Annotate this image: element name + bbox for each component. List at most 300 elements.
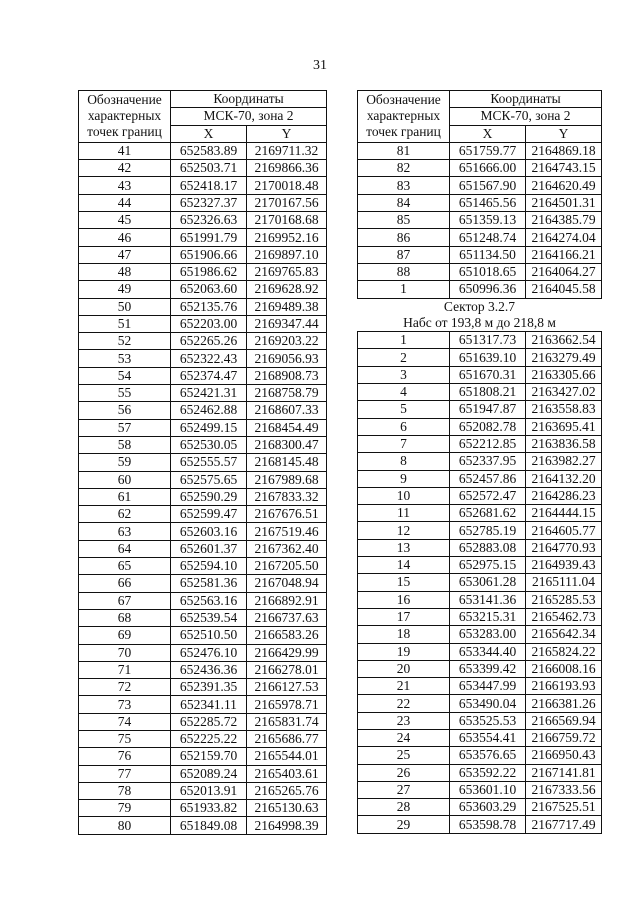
y-coordinate-cell: 2166737.63 xyxy=(247,609,327,626)
point-number-cell: 10 xyxy=(358,487,450,504)
point-number-cell: 23 xyxy=(358,712,450,729)
y-coordinate-cell: 2166278.01 xyxy=(247,661,327,678)
point-number-cell: 47 xyxy=(79,246,171,263)
x-coordinate-cell: 651808.21 xyxy=(450,384,526,401)
point-number-cell: 6 xyxy=(358,418,450,435)
y-coordinate-cell: 2167205.50 xyxy=(247,558,327,575)
table-row xyxy=(79,800,327,817)
x-coordinate-cell: 652555.57 xyxy=(171,454,247,471)
point-number-cell: 1 xyxy=(358,281,450,298)
point-number-cell: 77 xyxy=(79,765,171,782)
right-table-body-top xyxy=(358,142,602,298)
x-coordinate-cell: 651947.87 xyxy=(450,401,526,418)
y-coordinate-cell: 2164998.39 xyxy=(247,817,327,834)
x-coordinate-cell: 651670.31 xyxy=(450,366,526,383)
table-row xyxy=(358,660,602,677)
coordinates-header: Координаты xyxy=(171,91,327,108)
point-number-cell: 49 xyxy=(79,281,171,298)
x-coordinate-cell: 653283.00 xyxy=(450,626,526,643)
table-row xyxy=(358,678,602,695)
x-coordinate-cell: 652013.91 xyxy=(171,782,247,799)
table-row xyxy=(79,298,327,315)
table-row xyxy=(358,505,602,522)
point-number-cell: 79 xyxy=(79,800,171,817)
coordinate-system-header: МСК-70, зона 2 xyxy=(450,108,602,125)
x-column-header: X xyxy=(450,125,526,142)
table-row xyxy=(79,160,327,177)
point-number-cell: 65 xyxy=(79,558,171,575)
table-row xyxy=(358,160,602,177)
y-coordinate-cell: 2168607.33 xyxy=(247,402,327,419)
point-number-cell: 13 xyxy=(358,539,450,556)
x-coordinate-cell: 651933.82 xyxy=(171,800,247,817)
point-number-cell: 59 xyxy=(79,454,171,471)
y-coordinate-cell: 2166008.16 xyxy=(526,660,602,677)
table-row xyxy=(79,782,327,799)
y-coordinate-cell: 2165824.22 xyxy=(526,643,602,660)
y-coordinate-cell: 2166569.94 xyxy=(526,712,602,729)
point-number-cell: 17 xyxy=(358,608,450,625)
point-number-cell: 1 xyxy=(358,332,450,349)
y-coordinate-cell: 2169347.44 xyxy=(247,315,327,332)
y-coordinate-cell: 2165831.74 xyxy=(247,713,327,730)
table-row xyxy=(79,333,327,350)
y-coordinate-cell: 2169952.16 xyxy=(247,229,327,246)
x-coordinate-cell: 652082.78 xyxy=(450,418,526,435)
point-number-cell: 63 xyxy=(79,523,171,540)
point-number-cell: 61 xyxy=(79,488,171,505)
table-row xyxy=(79,696,327,713)
x-coordinate-cell: 652462.88 xyxy=(171,402,247,419)
table-row xyxy=(358,764,602,781)
table-row xyxy=(79,730,327,747)
point-number-cell: 21 xyxy=(358,678,450,695)
point-number-cell: 54 xyxy=(79,367,171,384)
table-row xyxy=(358,747,602,764)
point-number-cell: 9 xyxy=(358,470,450,487)
table-row xyxy=(79,713,327,730)
point-number-cell: 44 xyxy=(79,194,171,211)
x-coordinate-cell: 651359.13 xyxy=(450,212,526,229)
point-number-cell: 29 xyxy=(358,816,450,833)
point-number-cell: 83 xyxy=(358,177,450,194)
y-coordinate-cell: 2164770.93 xyxy=(526,539,602,556)
table-row xyxy=(79,281,327,298)
y-coordinate-cell: 2165265.76 xyxy=(247,782,327,799)
table-row xyxy=(79,471,327,488)
y-coordinate-cell: 2163982.27 xyxy=(526,453,602,470)
x-coordinate-cell: 652327.37 xyxy=(171,194,247,211)
x-coordinate-cell: 652089.24 xyxy=(171,765,247,782)
coordinates-header: Координаты xyxy=(450,91,602,108)
x-coordinate-cell: 652581.36 xyxy=(171,575,247,592)
x-coordinate-cell: 652421.31 xyxy=(171,385,247,402)
y-coordinate-cell: 2167676.51 xyxy=(247,506,327,523)
x-coordinate-cell: 652603.16 xyxy=(171,523,247,540)
y-coordinate-cell: 2163427.02 xyxy=(526,384,602,401)
point-number-cell: 14 xyxy=(358,557,450,574)
x-coordinate-cell: 652785.19 xyxy=(450,522,526,539)
point-number-cell: 81 xyxy=(358,142,450,159)
table-row xyxy=(358,177,602,194)
y-coordinate-cell: 2165642.34 xyxy=(526,626,602,643)
table-row xyxy=(79,540,327,557)
x-coordinate-cell: 652599.47 xyxy=(171,506,247,523)
point-number-cell: 76 xyxy=(79,748,171,765)
x-coordinate-cell: 651759.77 xyxy=(450,142,526,159)
table-row xyxy=(79,402,327,419)
designation-header: Обозначение характерных точек границ xyxy=(79,91,171,143)
y-coordinate-cell: 2167717.49 xyxy=(526,816,602,833)
designation-header: Обозначение характерных точек границ xyxy=(358,91,450,143)
table-row xyxy=(358,626,602,643)
x-coordinate-cell: 652436.36 xyxy=(171,661,247,678)
x-coordinate-cell: 653554.41 xyxy=(450,729,526,746)
x-coordinate-cell: 652265.26 xyxy=(171,333,247,350)
y-coordinate-cell: 2167525.51 xyxy=(526,799,602,816)
point-number-cell: 57 xyxy=(79,419,171,436)
x-coordinate-cell: 652063.60 xyxy=(171,281,247,298)
point-number-cell: 85 xyxy=(358,212,450,229)
table-row xyxy=(79,748,327,765)
point-number-cell: 43 xyxy=(79,177,171,194)
table-row xyxy=(79,436,327,453)
table-row xyxy=(79,350,327,367)
point-number-cell: 18 xyxy=(358,626,450,643)
y-coordinate-cell: 2164444.15 xyxy=(526,505,602,522)
point-number-cell: 68 xyxy=(79,609,171,626)
x-coordinate-cell: 653344.40 xyxy=(450,643,526,660)
y-coordinate-cell: 2164501.31 xyxy=(526,194,602,211)
y-coordinate-cell: 2169628.92 xyxy=(247,281,327,298)
table-row xyxy=(358,401,602,418)
point-number-cell: 19 xyxy=(358,643,450,660)
coordinates-table-right xyxy=(357,90,602,834)
y-coordinate-cell: 2168145.48 xyxy=(247,454,327,471)
table-row xyxy=(358,263,602,280)
table-row xyxy=(79,488,327,505)
x-coordinate-cell: 652457.86 xyxy=(450,470,526,487)
table-row xyxy=(358,349,602,366)
point-number-cell: 7 xyxy=(358,435,450,452)
y-coordinate-cell: 2166193.93 xyxy=(526,678,602,695)
y-coordinate-cell: 2164274.04 xyxy=(526,229,602,246)
coordinates-table-left xyxy=(78,90,327,835)
point-number-cell: 42 xyxy=(79,160,171,177)
x-coordinate-cell: 653525.53 xyxy=(450,712,526,729)
point-number-cell: 72 xyxy=(79,679,171,696)
table-row xyxy=(79,765,327,782)
y-coordinate-cell: 2164045.58 xyxy=(526,281,602,298)
table-row xyxy=(358,643,602,660)
point-number-cell: 24 xyxy=(358,729,450,746)
y-coordinate-cell: 2166583.26 xyxy=(247,627,327,644)
y-coordinate-cell: 2165403.61 xyxy=(247,765,327,782)
x-coordinate-cell: 652337.95 xyxy=(450,453,526,470)
point-number-cell: 26 xyxy=(358,764,450,781)
coordinate-system-header: МСК-70, зона 2 xyxy=(171,108,327,125)
table-row xyxy=(79,661,327,678)
table-row xyxy=(358,799,602,816)
x-column-header: X xyxy=(171,125,247,142)
y-coordinate-cell: 2163279.49 xyxy=(526,349,602,366)
y-coordinate-cell: 2166892.91 xyxy=(247,592,327,609)
x-coordinate-cell: 653598.78 xyxy=(450,816,526,833)
y-coordinate-cell: 2164132.20 xyxy=(526,470,602,487)
table-row xyxy=(79,419,327,436)
point-number-cell: 41 xyxy=(79,142,171,159)
y-coordinate-cell: 2169489.38 xyxy=(247,298,327,315)
point-number-cell: 60 xyxy=(79,471,171,488)
point-number-cell: 8 xyxy=(358,453,450,470)
point-number-cell: 25 xyxy=(358,747,450,764)
x-coordinate-cell: 651906.66 xyxy=(171,246,247,263)
point-number-cell: 46 xyxy=(79,229,171,246)
y-coordinate-cell: 2170167.56 xyxy=(247,194,327,211)
x-coordinate-cell: 652225.22 xyxy=(171,730,247,747)
table-row xyxy=(79,194,327,211)
point-number-cell: 66 xyxy=(79,575,171,592)
point-number-cell: 12 xyxy=(358,522,450,539)
point-number-cell: 69 xyxy=(79,627,171,644)
table-row xyxy=(358,435,602,452)
table-row xyxy=(79,315,327,332)
y-coordinate-cell: 2166429.99 xyxy=(247,644,327,661)
x-coordinate-cell: 650996.36 xyxy=(450,281,526,298)
point-number-cell: 56 xyxy=(79,402,171,419)
y-coordinate-cell: 2166759.72 xyxy=(526,729,602,746)
table-row xyxy=(358,229,602,246)
point-number-cell: 22 xyxy=(358,695,450,712)
sector-subtitle: Набс от 193,8 м до 218,8 м xyxy=(403,315,556,330)
x-coordinate-cell: 653447.99 xyxy=(450,678,526,695)
y-coordinate-cell: 2166381.26 xyxy=(526,695,602,712)
point-number-cell: 58 xyxy=(79,436,171,453)
table-row xyxy=(79,454,327,471)
point-number-cell: 20 xyxy=(358,660,450,677)
y-column-header: Y xyxy=(526,125,602,142)
x-coordinate-cell: 653399.42 xyxy=(450,660,526,677)
table-row xyxy=(358,729,602,746)
sector-title: Сектор 3.2.7 xyxy=(443,298,516,314)
y-coordinate-cell: 2167048.94 xyxy=(247,575,327,592)
table-row xyxy=(79,263,327,280)
point-number-cell: 53 xyxy=(79,350,171,367)
x-coordinate-cell: 652212.85 xyxy=(450,435,526,452)
table-row xyxy=(358,522,602,539)
x-coordinate-cell: 652583.89 xyxy=(171,142,247,159)
table-row xyxy=(358,194,602,211)
table-row xyxy=(358,470,602,487)
point-number-cell: 4 xyxy=(358,384,450,401)
point-number-cell: 48 xyxy=(79,263,171,280)
x-coordinate-cell: 652503.71 xyxy=(171,160,247,177)
point-number-cell: 80 xyxy=(79,817,171,834)
x-coordinate-cell: 651248.74 xyxy=(450,229,526,246)
y-coordinate-cell: 2164286.23 xyxy=(526,487,602,504)
y-coordinate-cell: 2165462.73 xyxy=(526,608,602,625)
point-number-cell: 2 xyxy=(358,349,450,366)
y-coordinate-cell: 2164620.49 xyxy=(526,177,602,194)
y-coordinate-cell: 2169711.32 xyxy=(247,142,327,159)
table-row xyxy=(358,695,602,712)
point-number-cell: 82 xyxy=(358,160,450,177)
y-coordinate-cell: 2165130.63 xyxy=(247,800,327,817)
table-row xyxy=(79,212,327,229)
point-number-cell: 28 xyxy=(358,799,450,816)
table-row xyxy=(79,523,327,540)
point-number-cell: 67 xyxy=(79,592,171,609)
x-coordinate-cell: 651666.00 xyxy=(450,160,526,177)
y-coordinate-cell: 2164743.15 xyxy=(526,160,602,177)
table-row xyxy=(79,609,327,626)
sector-heading xyxy=(358,298,602,332)
table-row xyxy=(358,539,602,556)
point-number-cell: 73 xyxy=(79,696,171,713)
y-coordinate-cell: 2169866.36 xyxy=(247,160,327,177)
table-row xyxy=(79,229,327,246)
x-coordinate-cell: 652374.47 xyxy=(171,367,247,384)
x-coordinate-cell: 651567.90 xyxy=(450,177,526,194)
y-coordinate-cell: 2167333.56 xyxy=(526,781,602,798)
x-coordinate-cell: 652563.16 xyxy=(171,592,247,609)
point-number-cell: 64 xyxy=(79,540,171,557)
point-number-cell: 50 xyxy=(79,298,171,315)
x-coordinate-cell: 652203.00 xyxy=(171,315,247,332)
point-number-cell: 11 xyxy=(358,505,450,522)
y-coordinate-cell: 2163305.66 xyxy=(526,366,602,383)
table-row xyxy=(79,817,327,834)
table-row xyxy=(358,712,602,729)
point-number-cell: 5 xyxy=(358,401,450,418)
table-row xyxy=(79,142,327,159)
point-number-cell: 45 xyxy=(79,212,171,229)
x-coordinate-cell: 653603.29 xyxy=(450,799,526,816)
y-coordinate-cell: 2170018.48 xyxy=(247,177,327,194)
x-coordinate-cell: 651986.62 xyxy=(171,263,247,280)
page-number: 31 xyxy=(313,58,327,73)
x-coordinate-cell: 652594.10 xyxy=(171,558,247,575)
x-coordinate-cell: 652159.70 xyxy=(171,748,247,765)
y-coordinate-cell: 2168908.73 xyxy=(247,367,327,384)
table-row xyxy=(358,332,602,349)
x-coordinate-cell: 651134.50 xyxy=(450,246,526,263)
y-coordinate-cell: 2169897.10 xyxy=(247,246,327,263)
y-coordinate-cell: 2169765.83 xyxy=(247,263,327,280)
point-number-cell: 87 xyxy=(358,246,450,263)
y-column-header: Y xyxy=(247,125,327,142)
table-row xyxy=(358,608,602,625)
x-coordinate-cell: 652418.17 xyxy=(171,177,247,194)
point-number-cell: 15 xyxy=(358,574,450,591)
y-coordinate-cell: 2165544.01 xyxy=(247,748,327,765)
table-row xyxy=(79,558,327,575)
x-coordinate-cell: 652601.37 xyxy=(171,540,247,557)
y-coordinate-cell: 2170168.68 xyxy=(247,212,327,229)
x-coordinate-cell: 652135.76 xyxy=(171,298,247,315)
table-row xyxy=(79,627,327,644)
y-coordinate-cell: 2164939.43 xyxy=(526,557,602,574)
x-coordinate-cell: 652322.43 xyxy=(171,350,247,367)
x-coordinate-cell: 651991.79 xyxy=(171,229,247,246)
table-row xyxy=(79,367,327,384)
y-coordinate-cell: 2163836.58 xyxy=(526,435,602,452)
x-coordinate-cell: 652341.11 xyxy=(171,696,247,713)
y-coordinate-cell: 2166950.43 xyxy=(526,747,602,764)
x-coordinate-cell: 652391.35 xyxy=(171,679,247,696)
x-coordinate-cell: 652575.65 xyxy=(171,471,247,488)
point-number-cell: 3 xyxy=(358,366,450,383)
table-row xyxy=(358,453,602,470)
y-coordinate-cell: 2167833.32 xyxy=(247,488,327,505)
x-coordinate-cell: 653592.22 xyxy=(450,764,526,781)
table-row xyxy=(358,487,602,504)
y-coordinate-cell: 2164605.77 xyxy=(526,522,602,539)
y-coordinate-cell: 2166127.53 xyxy=(247,679,327,696)
table-row xyxy=(79,177,327,194)
y-coordinate-cell: 2165285.53 xyxy=(526,591,602,608)
table-row xyxy=(358,591,602,608)
y-coordinate-cell: 2165686.77 xyxy=(247,730,327,747)
y-coordinate-cell: 2167519.46 xyxy=(247,523,327,540)
x-coordinate-cell: 652530.05 xyxy=(171,436,247,453)
x-coordinate-cell: 652572.47 xyxy=(450,487,526,504)
table-row xyxy=(79,644,327,661)
table-row xyxy=(358,212,602,229)
table-row xyxy=(358,281,602,298)
y-coordinate-cell: 2163558.83 xyxy=(526,401,602,418)
right-table-body-bottom xyxy=(358,332,602,834)
x-coordinate-cell: 651018.65 xyxy=(450,263,526,280)
y-coordinate-cell: 2163662.54 xyxy=(526,332,602,349)
y-coordinate-cell: 2168758.79 xyxy=(247,385,327,402)
y-coordinate-cell: 2167141.81 xyxy=(526,764,602,781)
x-coordinate-cell: 653490.04 xyxy=(450,695,526,712)
x-coordinate-cell: 651317.73 xyxy=(450,332,526,349)
table-row xyxy=(79,679,327,696)
table-row xyxy=(79,246,327,263)
point-number-cell: 16 xyxy=(358,591,450,608)
table-row xyxy=(79,385,327,402)
point-number-cell: 51 xyxy=(79,315,171,332)
y-coordinate-cell: 2167362.40 xyxy=(247,540,327,557)
y-coordinate-cell: 2163695.41 xyxy=(526,418,602,435)
point-number-cell: 52 xyxy=(79,333,171,350)
y-coordinate-cell: 2165111.04 xyxy=(526,574,602,591)
point-number-cell: 86 xyxy=(358,229,450,246)
x-coordinate-cell: 652285.72 xyxy=(171,713,247,730)
point-number-cell: 74 xyxy=(79,713,171,730)
table-row xyxy=(358,557,602,574)
x-coordinate-cell: 653601.10 xyxy=(450,781,526,798)
x-coordinate-cell: 653141.36 xyxy=(450,591,526,608)
x-coordinate-cell: 653215.31 xyxy=(450,608,526,625)
table-row xyxy=(358,384,602,401)
y-coordinate-cell: 2168300.47 xyxy=(247,436,327,453)
y-coordinate-cell: 2169056.93 xyxy=(247,350,327,367)
table-row xyxy=(358,366,602,383)
point-number-cell: 88 xyxy=(358,263,450,280)
table-row xyxy=(358,142,602,159)
table-row xyxy=(358,418,602,435)
y-coordinate-cell: 2167989.68 xyxy=(247,471,327,488)
point-number-cell: 70 xyxy=(79,644,171,661)
y-coordinate-cell: 2165978.71 xyxy=(247,696,327,713)
x-coordinate-cell: 652476.10 xyxy=(171,644,247,661)
x-coordinate-cell: 652883.08 xyxy=(450,539,526,556)
x-coordinate-cell: 651639.10 xyxy=(450,349,526,366)
point-number-cell: 75 xyxy=(79,730,171,747)
